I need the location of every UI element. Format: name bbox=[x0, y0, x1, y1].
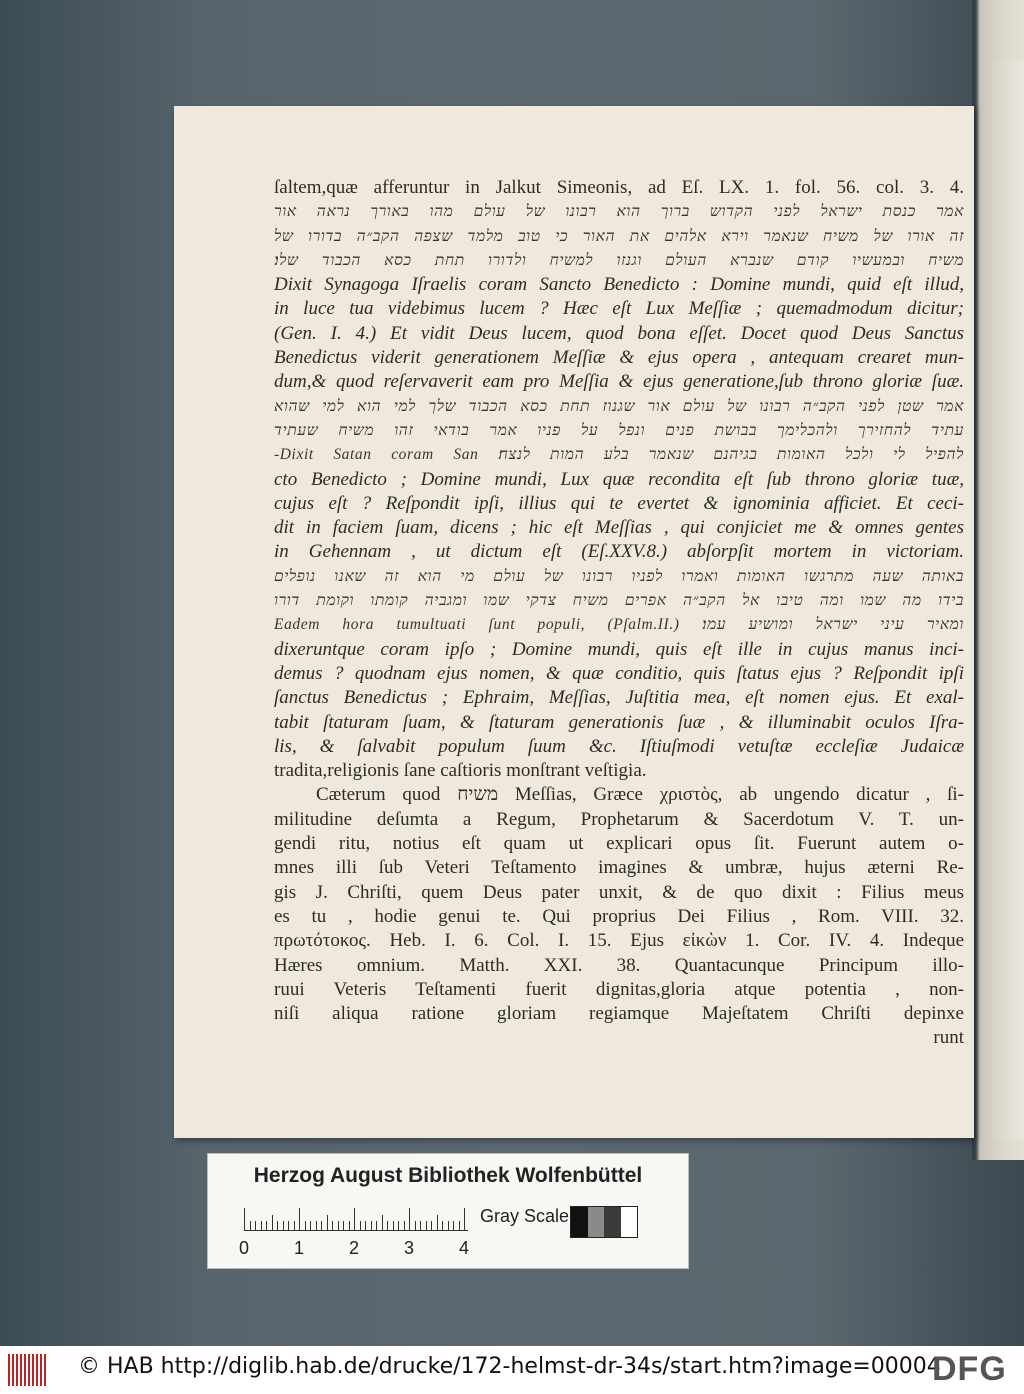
ruler-tick bbox=[310, 1221, 311, 1230]
ruler-tick bbox=[288, 1221, 289, 1230]
ruler-tick bbox=[464, 1208, 465, 1230]
ruler-tick bbox=[426, 1221, 427, 1230]
text-line: Hæres omnium. Matth. XXI. 38. Quantacunque Principum illo- bbox=[274, 954, 964, 976]
ruler-tick bbox=[338, 1221, 339, 1230]
ruler-tick bbox=[255, 1221, 256, 1230]
ruler-tick bbox=[277, 1221, 278, 1230]
gray-swatch bbox=[571, 1207, 588, 1237]
text-line: πρωτότοκος. Heb. I. 6. Col. I. 15. Ejus εἰκὼν 1. Cor. IV. 4. Indeque bbox=[274, 930, 964, 952]
text-line: אמר שטן לפני הקב״ה רבונו של עולם אור שגנוז תחת כסא הכבוד שלך למי הוא למי שהוא bbox=[274, 397, 964, 415]
text-line: es tu , hodie genui te. Qui proprius Dei Filius , Rom. VIII. 32. bbox=[274, 905, 964, 927]
text-line: lis, & ſalvabit populum ſuum &c. Iſtiuſmodi vetuſtæ eccleſiæ Judaicæ bbox=[274, 735, 964, 757]
ruler-tick bbox=[376, 1221, 377, 1230]
ruler-tick bbox=[382, 1215, 383, 1230]
text-line: in Gehennam , ut dictum eſt (Eſ.XXV.8.) abſorpſit mortem in victoriam. bbox=[274, 541, 964, 563]
scale-number: 0 bbox=[239, 1238, 250, 1258]
ruler bbox=[244, 1208, 468, 1231]
footer-bar bbox=[0, 1346, 1024, 1394]
gray-swatches bbox=[570, 1206, 638, 1238]
text-line: משיח ובמעשיו קודם שנברא העולם וגנזו למשיח ולדורו תחת כסא הכבוד שלו׃ bbox=[274, 251, 964, 269]
gray-swatch bbox=[604, 1207, 621, 1237]
text-line: dum,& quod reſervaverit eam pro Meſſia & ejus generatione,ſub throno gloriæ ſuæ. bbox=[274, 371, 964, 393]
ruler-tick bbox=[404, 1221, 405, 1230]
text-line: militudine deſumta a Regum, Prophetarum & Sacerdotum V. T. un- bbox=[274, 808, 964, 830]
hab-logo-icon bbox=[8, 1354, 46, 1386]
ruler-tick bbox=[409, 1208, 410, 1230]
scale-number: 2 bbox=[349, 1238, 360, 1258]
text-line: gis J. Chriſti, quem Deus pater unxit, & de quo dixit : Filius meus bbox=[274, 881, 964, 903]
text-line: dit in faciem ſuam, dicens ; hic eſt Meſſias , qui conjiciet me & omnes gentes bbox=[274, 517, 964, 539]
ruler-tick bbox=[244, 1208, 245, 1230]
ruler-tick bbox=[393, 1221, 394, 1230]
ruler-tick bbox=[299, 1208, 300, 1230]
gray-scale-label: Gray Scale bbox=[480, 1206, 570, 1226]
text-line: בידו מה שמו ומה טיבו אל הקב״ה אפרים משיח צדקי שמו ומגביה קומתו וקומת דורו bbox=[274, 592, 964, 610]
ruler-tick bbox=[327, 1215, 328, 1230]
text-line: ſaltem,quæ afferuntur in Jalkut Simeonis, ad Eſ. LX. 1. fol. 56. col. 3. 4. bbox=[274, 177, 964, 198]
text-line: Cæterum quod משיח Meſſias, Græce χριστὸς, ab ungendo dicatur , ſi- bbox=[316, 784, 964, 806]
text-line: gendi ritu, notius eſt quam ut explicari opus ſit. Fuerunt autem o- bbox=[274, 833, 964, 855]
text-line: זה אורו של משיח שנאמר וירא אלהים את האור כי טוב מלמד שצפה הקב״ה בדורו של bbox=[274, 227, 964, 245]
dfg-logo: DFG bbox=[932, 1350, 1007, 1388]
ruler-tick bbox=[453, 1221, 454, 1230]
ruler-tick bbox=[365, 1221, 366, 1230]
text-line: tabit ſtaturam ſuam, & ſtaturam generationis ſuæ , & illuminabit oculos Iſra- bbox=[274, 711, 964, 733]
text-line: runt bbox=[933, 1027, 964, 1049]
ruler-tick bbox=[371, 1221, 372, 1230]
text-line: demus ? quodnam ejus nomen, & quæ conditio, quis ſtatus ejus ? Reſpondit ipſi bbox=[274, 662, 964, 684]
text-line: ruui Veteris Teſtamenti fuerit dignitas,gloria atque potentia , non- bbox=[274, 978, 964, 1000]
text-line: Benedictus viderit generationem Meſſiæ & ejus opera , antequam crearet mun- bbox=[274, 347, 964, 369]
text-line: להפיל לי ולכל האומות בגיהנם שנאמר בלע המות לנצח׃ Dixit Satan coram San- bbox=[274, 446, 964, 464]
text-line: עתיד להחזירך ולהכלימך בבושת פנים ונפל על פניו אמר בודאי זהו משיח שעתיד bbox=[274, 421, 964, 439]
ruler-tick bbox=[459, 1221, 460, 1230]
gray-swatch bbox=[588, 1207, 605, 1237]
ruler-tick bbox=[360, 1221, 361, 1230]
ruler-tick bbox=[332, 1221, 333, 1230]
text-line: ומאיר עיני ישראל ומושיע עמו׃ Eadem hora tumultuati ſunt populi, (Pſalm.II.) bbox=[274, 616, 964, 634]
ruler-tick bbox=[437, 1215, 438, 1230]
scale-number: 3 bbox=[404, 1238, 415, 1258]
ruler-tick bbox=[272, 1215, 273, 1230]
ruler-tick bbox=[354, 1208, 355, 1230]
ruler-tick bbox=[283, 1221, 284, 1230]
scale-number: 1 bbox=[294, 1238, 305, 1258]
ruler-tick bbox=[321, 1221, 322, 1230]
ruler-tick bbox=[316, 1221, 317, 1230]
scale-number: 4 bbox=[459, 1238, 470, 1258]
text-line: dixeruntque coram ipſo ; Domine mundi, quis eſt ille in cujus manus inci- bbox=[274, 638, 964, 660]
ruler-tick bbox=[261, 1221, 262, 1230]
ruler-tick bbox=[448, 1221, 449, 1230]
text-line: אמר כנסת ישראל לפני הקדוש ברוך הוא רבונו של עולם מהו באורך נראה אור bbox=[274, 203, 964, 221]
ruler-tick bbox=[266, 1221, 267, 1230]
ruler-tick bbox=[415, 1221, 416, 1230]
ruler-tick bbox=[387, 1221, 388, 1230]
gray-scale-card bbox=[207, 1153, 689, 1269]
ruler-tick bbox=[305, 1221, 306, 1230]
text-line: באותה שעה מתרגשו האומות ואמרו לפניו רבונו של עולם מי הוא זה שאנו נופלים bbox=[274, 567, 964, 585]
text-line: tradita,religionis ſane caſtioris monſtrant veſtigia. bbox=[274, 760, 647, 782]
text-line: in luce tua videbimus lucem ? Hæc eſt Lux Meſſiæ ; quemadmodum dicitur; bbox=[274, 298, 964, 320]
text-line: cujus eſt ? Reſpondit ipſi, illius qui te evertet & ignominia afficiet. Et ceci- bbox=[274, 492, 964, 514]
copyright-link[interactable]: © HAB http://diglib.hab.de/drucke/172-helmst-dr-34s/start.htm?image=00004 bbox=[78, 1354, 941, 1379]
text-line: niſi aliqua ratione gloriam regiamque Majeſtatem Chriſti depinxe bbox=[274, 1003, 964, 1025]
adjacent-page-paper bbox=[992, 60, 1024, 1140]
ruler-tick bbox=[398, 1221, 399, 1230]
text-line: mnes illi ſub Veteri Teſtamento imagines & umbræ, hujus æterni Re- bbox=[274, 857, 964, 879]
library-title: Herzog August Bibliothek Wolfenbüttel bbox=[253, 1164, 643, 1187]
page-text bbox=[274, 176, 964, 1051]
ruler-tick bbox=[343, 1221, 344, 1230]
ruler-tick bbox=[442, 1221, 443, 1230]
gray-swatch bbox=[621, 1207, 638, 1237]
text-line: Dixit Synagoga Iſraelis coram Sancto Benedicto : Domine mundi, quid eſt illud, bbox=[274, 274, 964, 296]
book-page bbox=[174, 106, 974, 1138]
ruler-tick bbox=[250, 1221, 251, 1230]
text-line: ſanctus Benedictus ; Ephraim, Meſſias, Juſtitia mea, eſt nomen ejus. Et exal- bbox=[274, 687, 964, 709]
ruler-tick bbox=[294, 1221, 295, 1230]
text-line: cto Benedicto ; Domine mundi, Lux quæ recondita eſt ſub throno gloriæ tuæ, bbox=[274, 468, 964, 490]
ruler-tick bbox=[349, 1221, 350, 1230]
ruler-tick bbox=[420, 1221, 421, 1230]
text-line: (Gen. I. 4.) Et vidit Deus lucem, quod bona eſſet. Docet quod Deus Sanctus bbox=[274, 322, 964, 344]
ruler-tick bbox=[431, 1221, 432, 1230]
